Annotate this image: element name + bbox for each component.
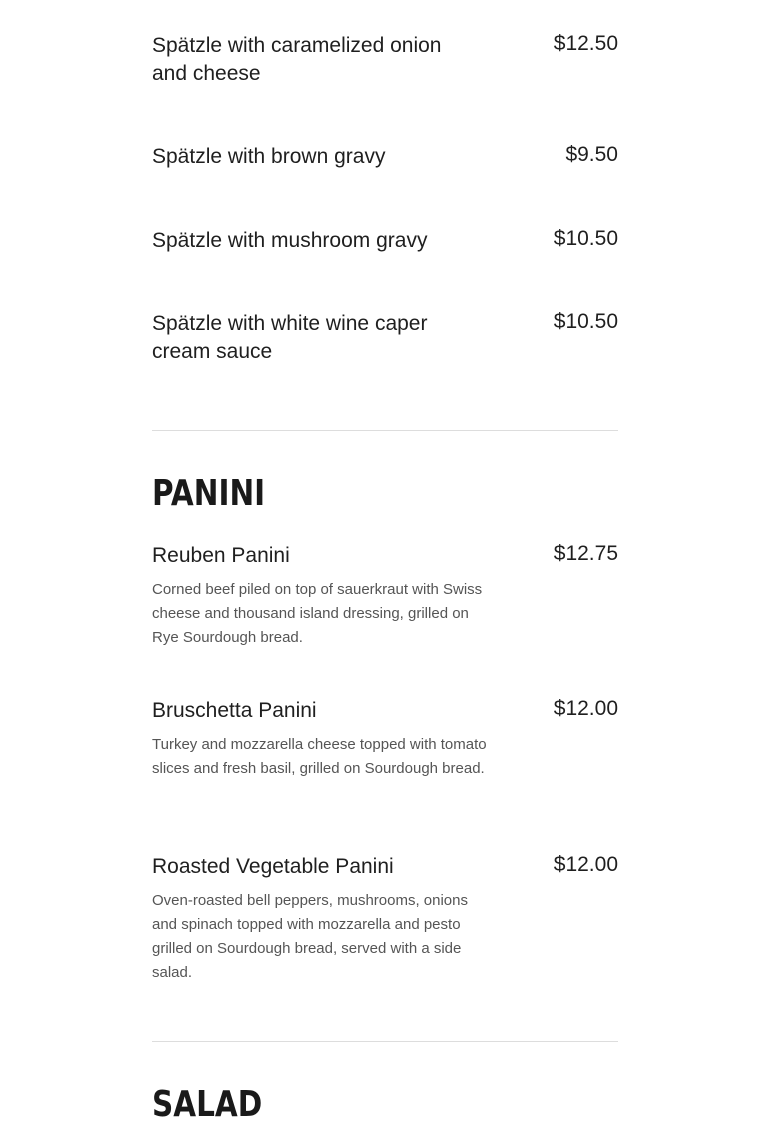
menu-item [152, 542, 618, 650]
menu-item-price: $12.50 [553, 32, 618, 55]
menu-item-description: Oven-roasted bell peppers, mushrooms, onions and spinach topped with mozzarella and pesto grilled on Sourdough bread, served with a side salad. [152, 892, 468, 981]
menu-item [152, 310, 618, 366]
menu-item-description: Turkey and mozzarella cheese topped with tomato slices and fresh basil, grilled on Sourdough bread. [152, 736, 487, 777]
menu-item [152, 32, 618, 88]
section-divider [152, 430, 618, 431]
menu-item-name: Spätzle with mushroom gravy [152, 229, 428, 252]
menu-item [152, 143, 618, 171]
section-divider [152, 1041, 618, 1042]
menu-item-name: Reuben Panini [152, 544, 290, 567]
menu-item-price: $12.00 [553, 697, 618, 720]
menu-item [152, 227, 618, 255]
menu-item-name: Spätzle with white wine caper cream sauce [152, 312, 428, 363]
section-title-salad: SALAD [152, 1084, 263, 1125]
salad-description-cutoff [152, 1138, 552, 1146]
menu-item-price: $10.50 [553, 310, 618, 333]
section-title-panini: PANINI [152, 473, 266, 514]
menu-item-description: Corned beef piled on top of sauerkraut with Swiss cheese and thousand island dressing, grilled on Rye Sourdough bread. [152, 581, 483, 646]
menu-item-name: Spätzle with brown gravy [152, 145, 386, 168]
menu-item-name: Spätzle with caramelized onion and cheese [152, 34, 442, 85]
menu-item [152, 697, 618, 781]
menu-item-name: Roasted Vegetable Panini [152, 855, 394, 878]
menu-item-name: Bruschetta Panini [152, 699, 317, 722]
menu-item-price: $12.00 [553, 853, 618, 876]
menu-item-price: $9.50 [565, 143, 618, 166]
menu-item [152, 853, 618, 985]
menu-item-price: $10.50 [553, 227, 618, 250]
menu-item-price: $12.75 [553, 542, 618, 565]
previous-section-title-cutoff [152, 0, 414, 4]
